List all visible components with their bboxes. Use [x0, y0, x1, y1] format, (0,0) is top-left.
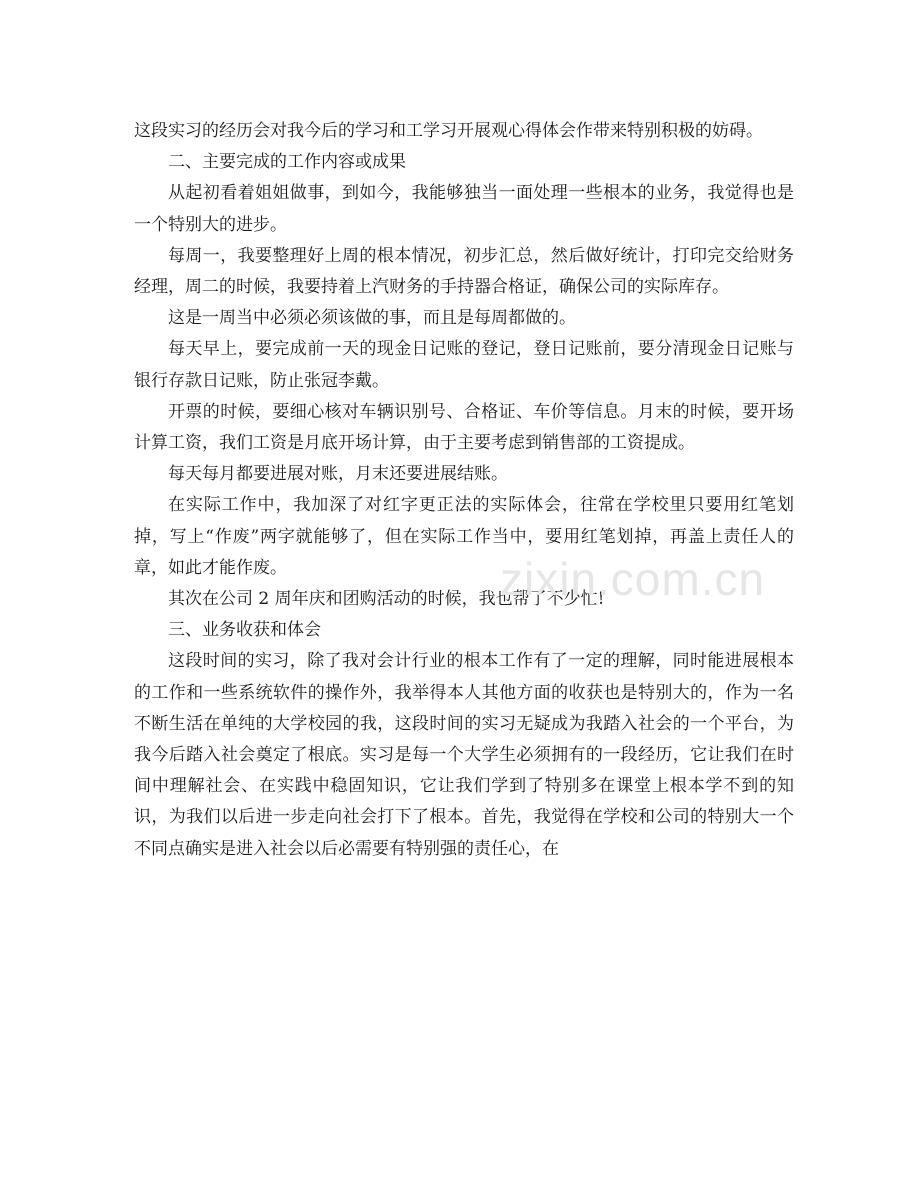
- section-heading-2: 二、主要完成的工作内容或成果: [168, 152, 406, 173]
- section-heading-3: 三、业务收获和体会: [168, 620, 321, 641]
- paragraph-intro: 这段实习的经历会对我今后的学习和工学习开展观心得体会作带来特别积极的妨碍。: [134, 121, 763, 141]
- paragraph: 从起初看着姐姐做事，到如今，我能够独当一面处理一些根本的业务，我觉得也是一个特别大的进步。: [134, 183, 794, 235]
- paragraph: 每天早上，要完成前一天的现金日记账的登记，登日记账前，要分清现金日记账与银行存款日记账，防止张冠李戴。: [134, 339, 794, 391]
- paragraph: 每天每月都要进展对账，月末还要进展结账。: [168, 464, 508, 485]
- paragraph: 这是一周当中必须必须该做的事，而且是每周都做的。: [168, 308, 576, 329]
- document-body: [134, 116, 794, 865]
- paragraph: 在实际工作中，我加深了对红字更正法的实际体会，往常在学校里只要用红笔划掉，写上“作废”两字就能够了，但在实际工作当中，要用红笔划掉，再盖上责任人的章，如此才能作废。: [134, 495, 794, 578]
- paragraph: 开票的时候，要细心核对车辆识别号、合格证、车价等信息。月末的时候，要开场计算工资，我们工资是月底开场计算，由于主要考虑到销售部的工资提成。: [134, 401, 794, 454]
- paragraph: 这段时间的实习，除了我对会计行业的根本工作有了一定的理解，同时能进展根本的工作和一些系统软件的操作外，我举得本人其他方面的收获也是特别大的，作为一名不断生活在单纯的大学校园的我，这段时间的实习无疑成为我踏入社会的一个平台，为我今后踏入社会奠定了根底。实习是每一个大学生必须拥有的一段经历，它让我们在时间中理解社会、在实践中稳固知识，它让我们学到了特别多在课堂上根本学不到的知识，为我们以后进一步走向社会打下了根本。首先，我觉得在学校和公司的特别大一个不同点确实是进入社会以后必需要有特别强的责任心，在: [134, 651, 794, 859]
- watermark: zixin.com.cn: [500, 553, 766, 605]
- paragraph: 每周一，我要整理好上周的根本情况，初步汇总，然后做好统计，打印完交给财务经理，周二的时候，我要持着上汽财务的手持器合格证，确保公司的实际库存。: [134, 245, 794, 298]
- paragraph: 其次在公司 2 周年庆和团购活动的时候，我也帮了不少忙!: [168, 589, 605, 610]
